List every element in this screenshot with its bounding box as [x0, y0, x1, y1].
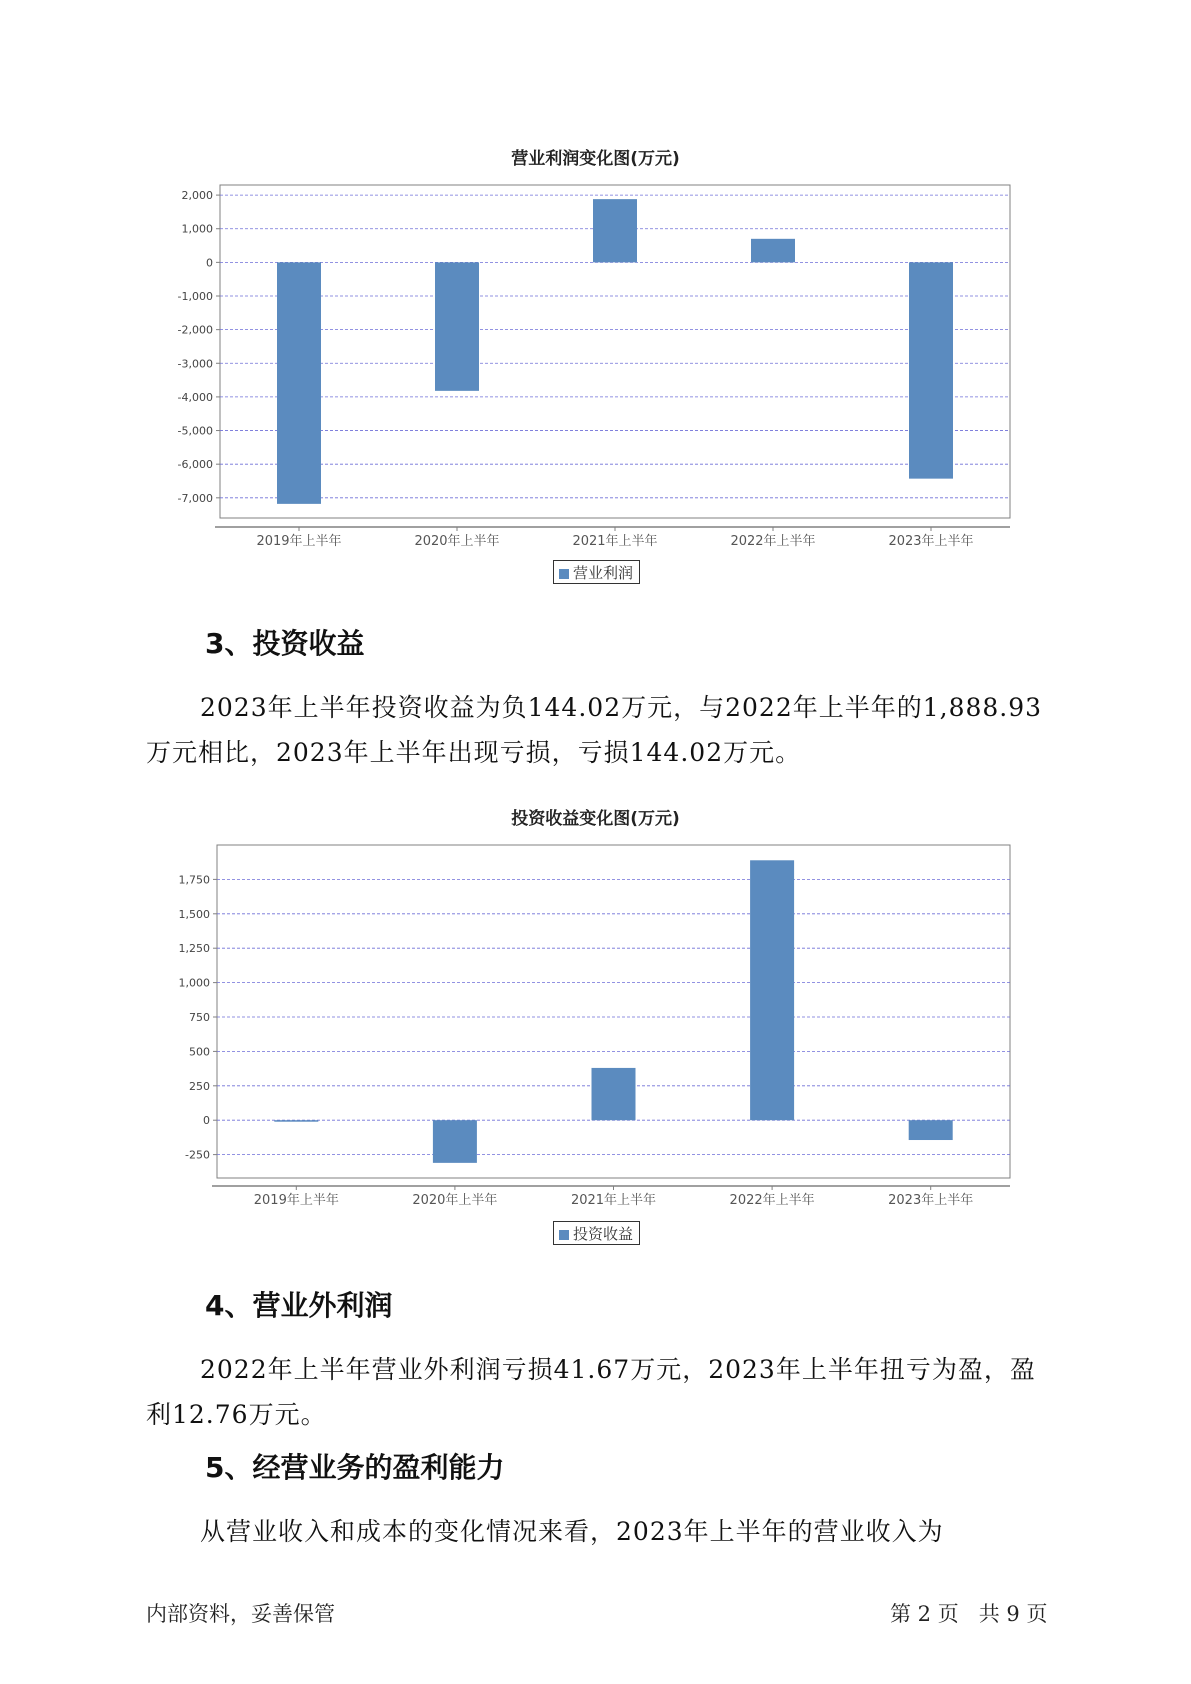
- y-tick-label: 0: [203, 1114, 210, 1128]
- y-tick-label: -2,000: [177, 323, 213, 337]
- x-tick-label: 2021年上半年: [572, 534, 658, 549]
- plot-area: [217, 845, 1010, 1178]
- y-tick-label: 2,000: [181, 189, 213, 203]
- bar: [274, 1120, 318, 1122]
- y-tick-label: -4,000: [177, 390, 213, 404]
- y-tick-label: 250: [189, 1079, 210, 1093]
- legend-label: 营业利润: [573, 564, 634, 582]
- y-tick-label: 1,000: [178, 976, 210, 990]
- y-tick-label: -3,000: [177, 357, 213, 371]
- bar: [592, 1068, 636, 1120]
- x-tick-label: 2021年上半年: [570, 1193, 657, 1208]
- x-tick-label: 2020年上半年: [414, 534, 500, 549]
- section-heading: 4、营业外利润: [205, 1289, 393, 1322]
- bar: [750, 860, 794, 1120]
- y-tick-label: -1,000: [177, 290, 213, 303]
- chart-title: 投资收益变化图(万元): [511, 809, 680, 829]
- paragraph-line: 利12.76万元。: [146, 1400, 327, 1429]
- footer-page-number: 第 2 页 共 9 页: [890, 1602, 1048, 1626]
- paragraph-line: 2023年上半年投资收益为负144.02万元，与2022年上半年的1,888.93: [200, 693, 1043, 722]
- legend-swatch-icon: [559, 569, 569, 579]
- section-heading: 5、经营业务的盈利能力: [205, 1451, 505, 1484]
- operating-profit-chart: [0, 170, 1191, 570]
- investment-income-chart: [0, 830, 1191, 1230]
- bar: [909, 1120, 953, 1140]
- x-tick-label: 2019年上半年: [256, 534, 342, 549]
- y-tick-label: 750: [189, 1011, 210, 1025]
- footer-left: 内部资料，妥善保管: [146, 1602, 335, 1626]
- x-tick-label: 2022年上半年: [729, 1193, 815, 1208]
- x-tick-label: 2023年上半年: [888, 1193, 974, 1208]
- x-tick-label: 2023年上半年: [888, 534, 974, 549]
- paragraph-line: 万元相比，2023年上半年出现亏损，亏损144.02万元。: [146, 738, 802, 767]
- bar: [433, 1120, 477, 1163]
- bar: [909, 262, 953, 478]
- legend-swatch-icon: [559, 1230, 569, 1240]
- bar: [751, 239, 795, 263]
- y-tick-label: -5,000: [177, 424, 213, 438]
- bar: [277, 262, 321, 504]
- chart-title: 营业利润变化图(万元): [511, 149, 680, 169]
- y-tick-label: -6,000: [177, 458, 213, 472]
- y-tick-label: 0: [206, 256, 213, 270]
- y-tick-label: 1,500: [178, 907, 210, 921]
- legend-label: 投资收益: [573, 1225, 634, 1243]
- bar: [435, 262, 479, 390]
- chart-legend: [553, 1221, 640, 1245]
- x-tick-label: 2020年上半年: [412, 1193, 498, 1208]
- y-tick-label: 1,000: [181, 222, 213, 236]
- chart-legend: [553, 560, 640, 584]
- y-tick-label: 1,750: [178, 873, 210, 887]
- paragraph-line: 2022年上半年营业外利润亏损41.67万元，2023年上半年扭亏为盈，盈: [200, 1355, 1036, 1384]
- section-heading: 3、投资收益: [205, 627, 365, 660]
- y-tick-label: -7,000: [177, 491, 213, 505]
- x-tick-label: 2019年上半年: [253, 1193, 339, 1208]
- paragraph-line: 从营业收入和成本的变化情况来看，2023年上半年的营业收入为: [200, 1517, 944, 1546]
- x-tick-label: 2022年上半年: [730, 534, 816, 549]
- y-tick-label: -250: [185, 1148, 210, 1162]
- y-tick-label: 1,250: [178, 942, 210, 956]
- y-tick-label: 500: [189, 1045, 210, 1059]
- bar: [593, 199, 637, 262]
